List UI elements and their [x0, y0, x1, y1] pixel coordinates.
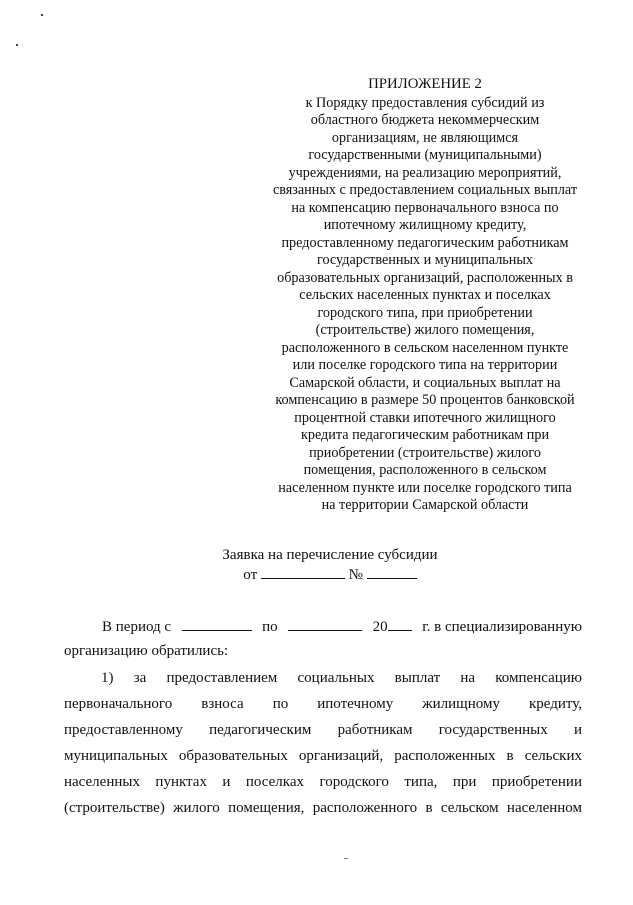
appendix-line: помещения, расположенного в сельском [303, 462, 547, 478]
appendix-line: городского типа, при приобретении [317, 304, 533, 321]
item1-line: муниципальных образовательных организаций, расположенных в сельских [64, 748, 582, 764]
appendix-line: (строительстве) жилого помещения, [315, 322, 535, 338]
period-line [64, 617, 582, 637]
request-header [150, 546, 510, 585]
period-start-blank[interactable] [182, 617, 252, 631]
appendix-line: организациям, не являющимся [331, 129, 519, 146]
appendix-line: к Порядку предоставления субсидий из [305, 94, 545, 111]
appendix-line: на территории Самарской области [321, 497, 529, 513]
appendix-line: учреждениями, на реализацию мероприятий, [288, 164, 562, 181]
period-middle: по [262, 619, 278, 635]
appendix-line: населенном пункте или поселке городского типа [278, 479, 572, 496]
appendix-line: образовательных организаций, расположенных в [277, 269, 573, 286]
scan-speck [41, 14, 43, 16]
scan-speck [344, 858, 348, 859]
appendix-line: или поселке городского типа на территории [292, 357, 558, 373]
body-line-2: организацию обратились: [64, 643, 229, 659]
number-blank[interactable] [367, 565, 417, 579]
date-blank[interactable] [261, 565, 345, 579]
appendix-header [240, 76, 610, 515]
appendix-line: предоставленному педагогическим работникам [281, 234, 569, 251]
item1-line: (строительстве) жилого помещения, расположенного в сельском населенном [64, 800, 582, 816]
year-prefix: 20 [372, 619, 388, 635]
appendix-line: кредита педагогическим работникам при [300, 427, 550, 443]
request-date-number-line [150, 565, 510, 585]
appendix-line: приобретении (строительстве) жилого [309, 444, 541, 461]
appendix-line: государственных и муниципальных [317, 252, 533, 268]
item1-line: 1) за предоставлением социальных выплат на компенсацию [101, 670, 582, 686]
item1-line: первоначального взноса по ипотечному жилищному кредиту, [64, 696, 582, 712]
request-title: Заявка на перечисление субсидии [222, 547, 438, 563]
item1-line: населенных пунктах и поселках городского типа, при приобретении [64, 774, 582, 790]
period-suffix: г. в специализированную [422, 619, 582, 635]
appendix-line: компенсацию в размере 50 процентов банковской [275, 392, 575, 408]
appendix-line: областного бюджета некоммерческим [310, 112, 540, 128]
appendix-line: ипотечному жилищному кредиту, [323, 217, 527, 233]
appendix-line: процентной ставки ипотечного жилищного [294, 409, 556, 426]
from-label: от [243, 567, 258, 583]
year-blank[interactable] [388, 617, 412, 631]
appendix-line: сельских населенных пунктах и поселках [299, 287, 551, 303]
appendix-line: связанных с предоставлением социальных выплат [272, 182, 578, 198]
period-prefix: В период с [102, 619, 172, 635]
year-field [373, 617, 412, 637]
appendix-line: расположенного в сельском населенном пункте [281, 339, 569, 356]
number-label: № [348, 567, 363, 583]
appendix-line: государственными (муниципальными) [308, 147, 542, 163]
appendix-title: ПРИЛОЖЕНИЕ 2 [368, 76, 482, 92]
item1-line: предоставленному педагогическим работникам государственных и [64, 722, 582, 738]
appendix-line: Самарской области, и социальных выплат на [289, 374, 561, 391]
period-end-blank[interactable] [288, 617, 362, 631]
scan-speck [16, 44, 18, 46]
appendix-line: на компенсацию первоначального взноса по [291, 199, 559, 216]
